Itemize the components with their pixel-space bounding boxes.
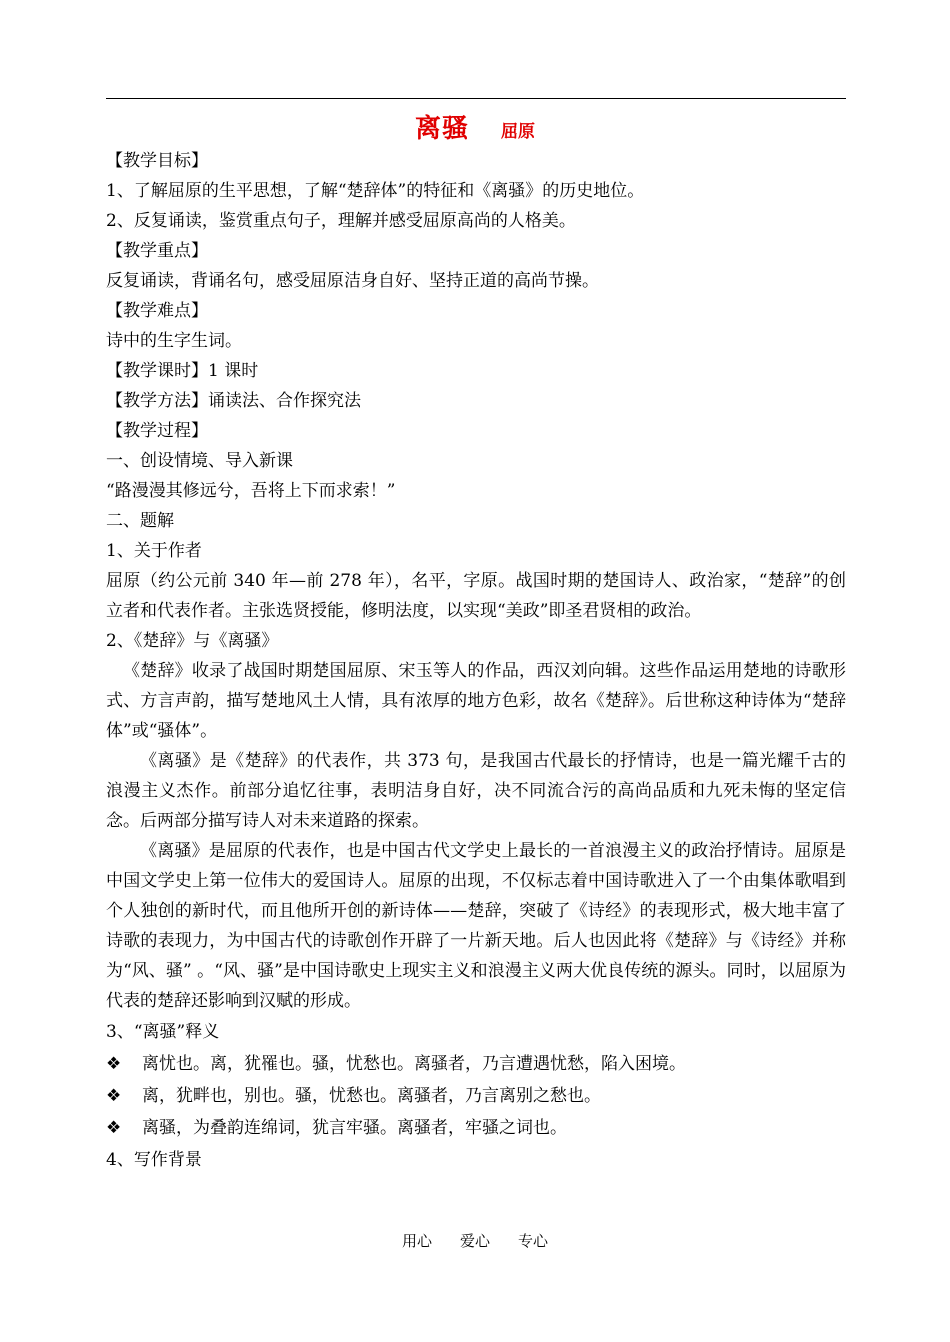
subheading-explanation: 3、“离骚”释义 bbox=[106, 1022, 220, 1042]
diamond-bullet-icon: ❖ bbox=[106, 1086, 122, 1106]
document-body bbox=[106, 146, 846, 1176]
class-hours: 【教学课时】1 课时 bbox=[106, 361, 259, 381]
lisao-paragraph-1: 《离骚》是《楚辞》的代表作，共 373 句，是我国古代最长的抒情诗，也是一篇光耀千古的浪漫主义杰作。前部分追忆往事，表明洁身自好，决不同流合污的高尚品质和九死未悔的坚定信念。后两部分描写诗人对未来道路的探索。 bbox=[106, 751, 846, 831]
diamond-bullet-icon: ❖ bbox=[106, 1054, 122, 1074]
subheading-background: 4、写作背景 bbox=[106, 1150, 202, 1170]
header-rule bbox=[106, 98, 846, 99]
section-heading-difficulty: 【教学难点】 bbox=[106, 301, 208, 321]
process-step-1: 一、创设情境、导入新课 bbox=[106, 451, 293, 471]
title-main: 离骚 bbox=[414, 114, 469, 144]
difficulty-point: 诗中的生字生词。 bbox=[106, 331, 242, 351]
teaching-method: 【教学方法】诵读法、合作探究法 bbox=[106, 391, 361, 411]
section-heading-key: 【教学重点】 bbox=[106, 241, 208, 261]
goal-item-2: 2、反复诵读，鉴赏重点句子，理解并感受屈原高尚的人格美。 bbox=[106, 211, 576, 231]
explanation-item-1 bbox=[106, 1048, 846, 1080]
process-step-2: 二、题解 bbox=[106, 511, 174, 531]
explanation-item-3 bbox=[106, 1112, 846, 1144]
key-point: 反复诵读，背诵名句，感受屈原洁身自好、坚持正道的高尚节操。 bbox=[106, 271, 599, 291]
section-heading-goal: 【教学目标】 bbox=[106, 151, 208, 171]
page-footer bbox=[0, 1230, 950, 1251]
section-heading-process: 【教学过程】 bbox=[106, 421, 208, 441]
chuci-paragraph: 《楚辞》收录了战国时期楚国屈原、宋玉等人的作品，西汉刘向辑。这些作品运用楚地的诗歌形式、方言声韵，描写楚地风土人情，具有浓厚的地方色彩，故名《楚辞》。后世称这种诗体为“楚辞体”或“骚体”。 bbox=[106, 661, 846, 741]
footer-word-2: 爱心 bbox=[459, 1232, 490, 1250]
quote-line: “路漫漫其修远兮，吾将上下而求索！” bbox=[106, 481, 396, 501]
subheading-author: 1、关于作者 bbox=[106, 541, 202, 561]
footer-word-1: 用心 bbox=[401, 1232, 432, 1250]
explanation-text-3: 离骚，为叠韵连绵词，犹言牢骚。离骚者，牢骚之词也。 bbox=[142, 1118, 567, 1138]
diamond-bullet-icon: ❖ bbox=[106, 1118, 122, 1138]
explanation-text-2: 离，犹畔也，别也。骚，忧愁也。离骚者，乃言离别之愁也。 bbox=[142, 1086, 601, 1106]
goal-item-1: 1、了解屈原的生平思想，了解“楚辞体”的特征和《离骚》的历史地位。 bbox=[106, 181, 645, 201]
explanation-item-2 bbox=[106, 1080, 846, 1112]
author-paragraph: 屈原（约公元前 340 年—前 278 年），名平，字原。战国时期的楚国诗人、政治家，“楚辞”的创立者和代表作者。主张选贤授能，修明法度，以实现“美政”即圣君贤相的政治。 bbox=[106, 571, 846, 621]
subheading-chuci: 2、《楚辞》与《离骚》 bbox=[106, 631, 279, 651]
footer-word-3: 专心 bbox=[518, 1232, 549, 1250]
explanation-text-1: 离忧也。离，犹罹也。骚，忧愁也。离骚者，乃言遭遇忧愁，陷入困境。 bbox=[142, 1054, 686, 1074]
lisao-paragraph-2: 《离骚》是屈原的代表作，也是中国古代文学史上最长的一首浪漫主义的政治抒情诗。屈原是中国文学史上第一位伟大的爱国诗人。屈原的出现，不仅标志着中国诗歌进入了一个由集体歌唱到个人独创的新时代，而且他所开创的新诗体——楚辞，突破了《诗经》的表现形式，极大地丰富了诗歌的表现力，为中国古代的诗歌创作开辟了一片新天地。后人也因此将《楚辞》与《诗经》并称为“风、骚” 。“风、骚”是中国诗歌史上现实主义和浪漫主义两大优良传统的源头。同时，以屈原为代表的楚辞还影响到汉赋的形成。 bbox=[106, 841, 846, 1011]
document-title bbox=[0, 108, 950, 145]
title-author: 屈原 bbox=[501, 122, 535, 142]
